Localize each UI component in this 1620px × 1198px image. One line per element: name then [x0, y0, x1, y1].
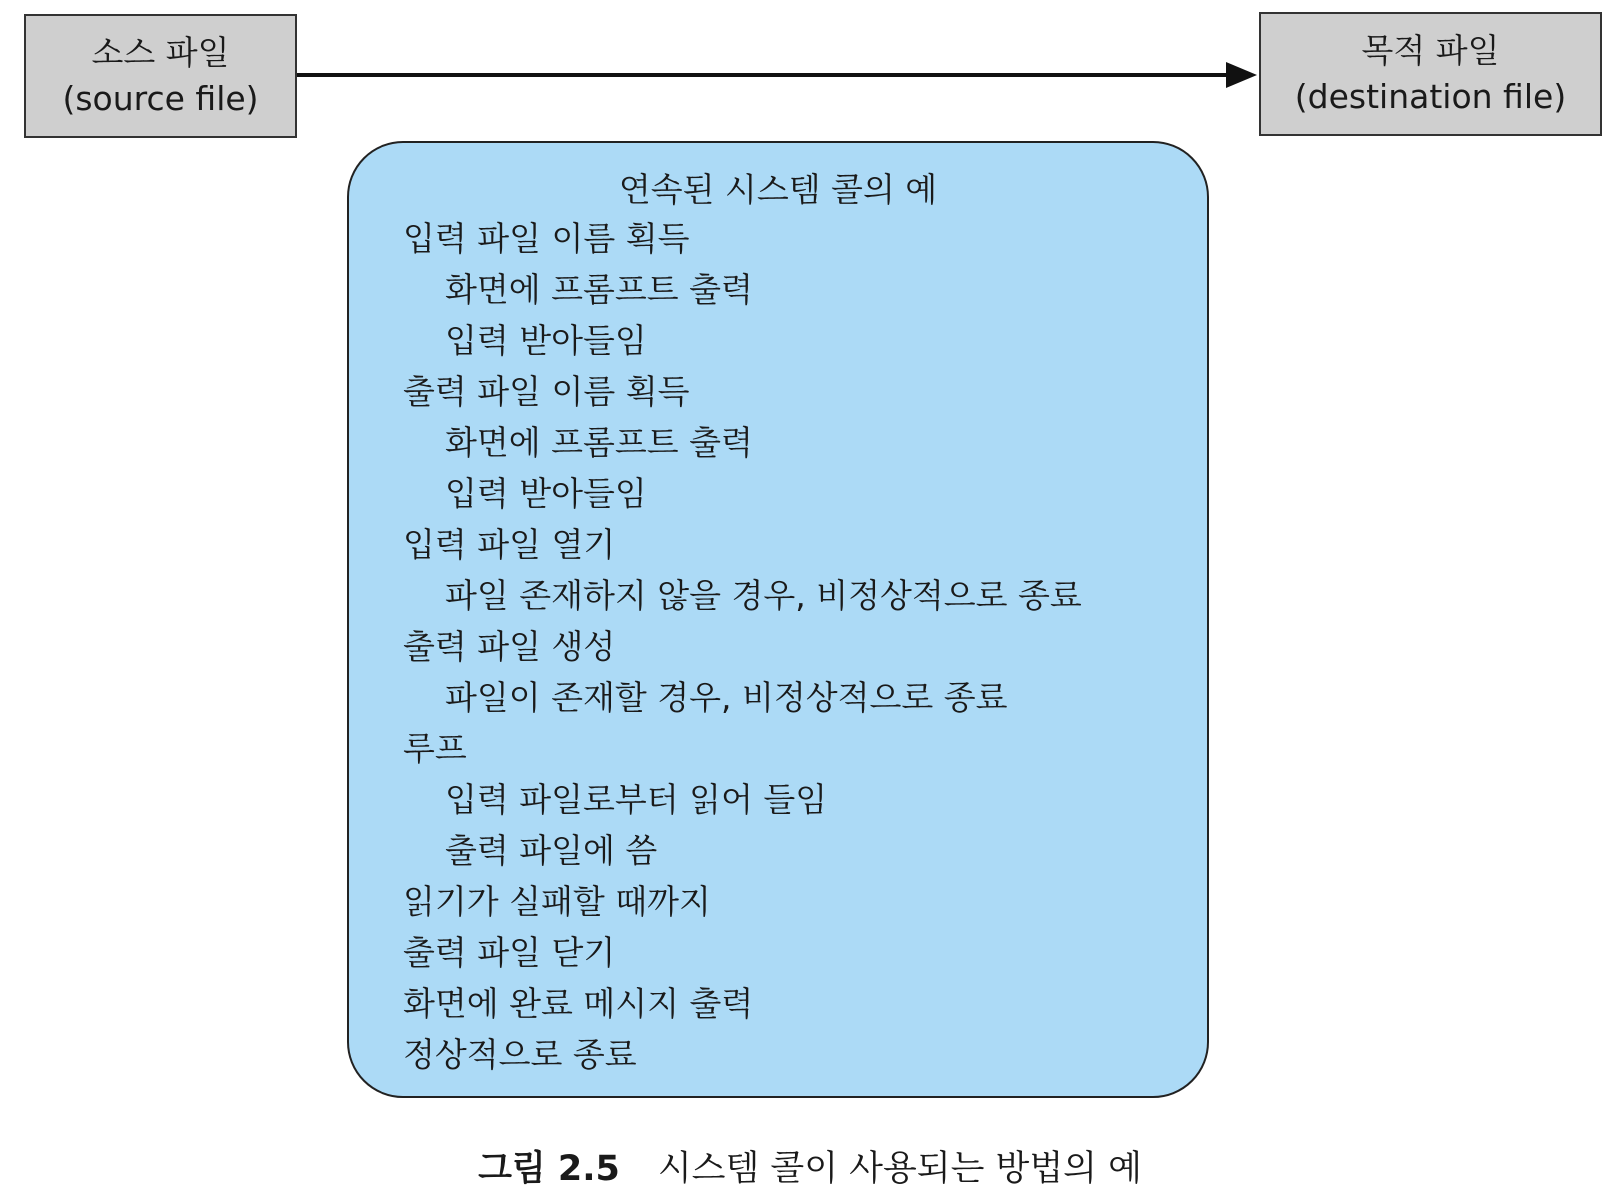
- source-file-box: [24, 14, 297, 138]
- source-file-sublabel: (source file): [62, 79, 259, 118]
- step-item: 출력 파일 생성: [403, 627, 616, 666]
- source-file-label: 소스 파일: [91, 33, 230, 72]
- step-item: 파일 존재하지 않을 경우, 비정상적으로 종료: [445, 576, 1082, 615]
- step-item: 정상적으로 종료: [403, 1035, 637, 1074]
- caption-text: 시스템 콜이 사용되는 방법의 예: [657, 1149, 1142, 1189]
- panel-title: 연속된 시스템 콜의 예: [618, 170, 938, 209]
- figure-caption: [0, 1145, 1620, 1193]
- step-item: 읽기가 실패할 때까지: [403, 882, 711, 921]
- system-call-example-panel: [347, 141, 1209, 1098]
- step-item: 입력 파일 이름 획득: [403, 219, 690, 258]
- destination-file-label: 목적 파일: [1361, 31, 1500, 70]
- step-item: 입력 파일 열기: [403, 525, 616, 564]
- step-item: 화면에 프롬프트 출력: [445, 423, 753, 462]
- destination-file-sublabel: (destination file): [1294, 77, 1567, 116]
- step-item: 출력 파일 이름 획득: [403, 372, 690, 411]
- step-item: 출력 파일에 씀: [445, 831, 658, 870]
- step-item: 화면에 프롬프트 출력: [445, 270, 753, 309]
- step-item: 화면에 완료 메시지 출력: [403, 984, 754, 1023]
- step-item: 출력 파일 닫기: [403, 933, 616, 972]
- step-item: 루프: [403, 729, 467, 768]
- step-item: 입력 파일로부터 읽어 들임: [445, 780, 828, 819]
- step-item: 입력 받아들임: [445, 474, 647, 513]
- step-item: 입력 받아들임: [445, 321, 647, 360]
- step-item: 파일이 존재할 경우, 비정상적으로 종료: [445, 678, 1008, 717]
- destination-file-box: [1259, 12, 1602, 136]
- caption-label: 그림 2.5: [478, 1149, 620, 1189]
- step-list: [349, 213, 1207, 1080]
